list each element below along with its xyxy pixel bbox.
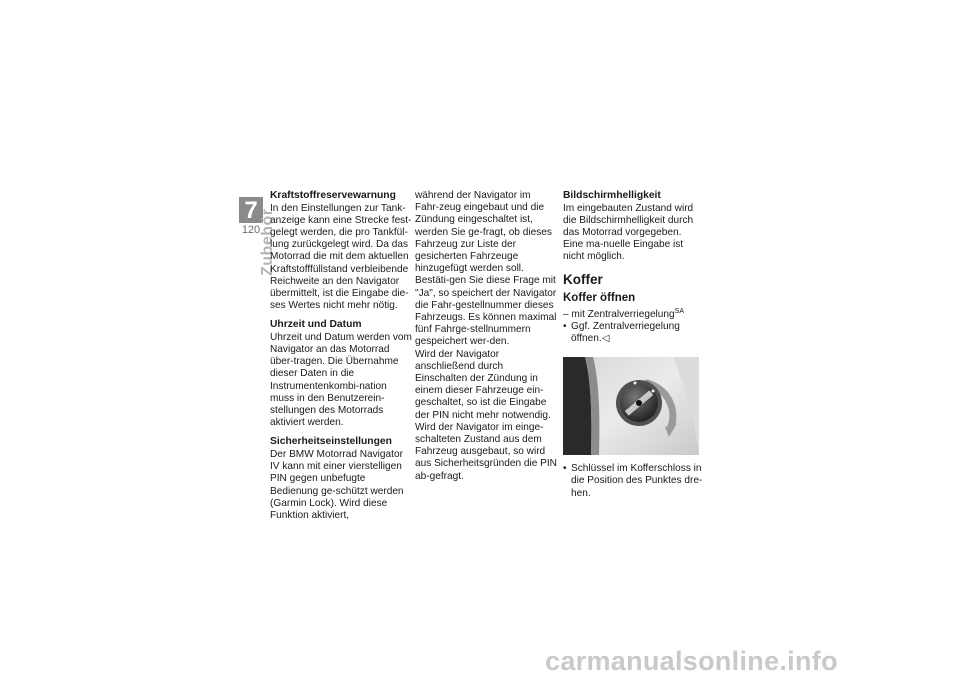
column-3 [563, 190, 703, 500]
chapter-title: Zubehör [259, 208, 276, 276]
section-title-koffer: Koffer [563, 271, 603, 287]
paragraph-vehicle-list: während der Navigator im Fahr-zeug eingebaut und die Zündung eingeschaltet ist, werden Sie ge-fragt, ob dieses Fahrzeug zur Liste der gesicherten Fahrzeuge hinzugefügt werden soll. Bestäti-gen Sie diese Frage mit "Ja", so speichert der Navigator die Fahr-gestellnummer dieses Fahrzeugs. Es können maximal fünf Fahrge-stellnummern gespeichert wer-den. [415, 190, 557, 348]
end-mark-icon: ◁ [601, 332, 610, 344]
paragraph-pin-query: Wird der Navigator im einge-schalteten Zustand aus dem Fahrzeug ausgebaut, so wird aus Sicherheitsgründen die PIN ab-gefragt. [415, 421, 557, 482]
bullet-text: Schlüssel im Kofferschloss in die Position des Punktes dre-hen. [571, 463, 703, 499]
bullet-item-turn-key [563, 463, 703, 500]
column-2 [415, 190, 557, 483]
paragraph-ignition: Wird der Navigator anschließend durch Einschalten der Zündung in einem dieser Fahrzeuge ein-geschaltet, so ist die Eingabe der PIN nicht mehr notwendig. [415, 348, 551, 421]
section-body-time-date: Uhrzeit und Datum werden vom Navigator an das Motorrad über-tragen. Die Übernahme dieser Daten in die Instrumentenkombi-nation muss in den Benutzerein-stellungen des Motorrads aktiviert werden. [270, 331, 412, 429]
watermark-logo: carmanualsonline.info [545, 646, 838, 676]
section-body-brightness: Im eingebauten Zustand wird die Bildschirmhelligkeit durch das Motorrad vorgegeben. Eine ma-nuelle Eingabe ist nicht möglich. [563, 202, 694, 263]
column-1 [270, 190, 412, 522]
chapter-number: 7 [239, 197, 263, 223]
bullet-item-unlock [563, 321, 703, 345]
condition-text: – mit Zentralverriegelung [563, 308, 675, 320]
section-heading-fuel-reserve: Kraftstoffreservewarnung [270, 190, 396, 201]
special-equipment-badge: SA [674, 307, 684, 315]
section-heading-security: Sicherheitseinstellungen [270, 436, 392, 448]
section-heading-brightness: Bildschirmhelligkeit [563, 190, 661, 201]
section-body-fuel-reserve: In den Einstellungen zur Tank-anzeige kann eine Strecke fest-gelegt werden, die pro Tankfül-lung zurückgelegt wird. Da das Motorrad die mit dem aktuellen Kraftstofffüllstand verbleibende Reichweite an den Navigator übermittelt, ist die Eingabe die-ses Wertes nicht mehr nötig. [270, 202, 412, 312]
section-body-security: Der BMW Motorrad Navigator IV kann mit einer vierstelligen PIN gegen unbefugte Bedienung ge-schützt werden (Garmin Lock). Wird diese Funktion aktiviert, [270, 448, 404, 521]
bullet-text: Ggf. Zentralverriegelung öffnen. [571, 320, 680, 344]
case-lock-illustration [563, 357, 699, 455]
page-number: 120 [241, 224, 261, 236]
bullet-icon: • [563, 320, 567, 332]
sub-heading-open-case: Koffer öffnen [563, 291, 636, 304]
bullet-icon: • [563, 463, 567, 475]
condition-central-locking [563, 306, 703, 321]
case-lock-photo [563, 357, 699, 455]
section-heading-time-date: Uhrzeit und Datum [270, 319, 362, 331]
